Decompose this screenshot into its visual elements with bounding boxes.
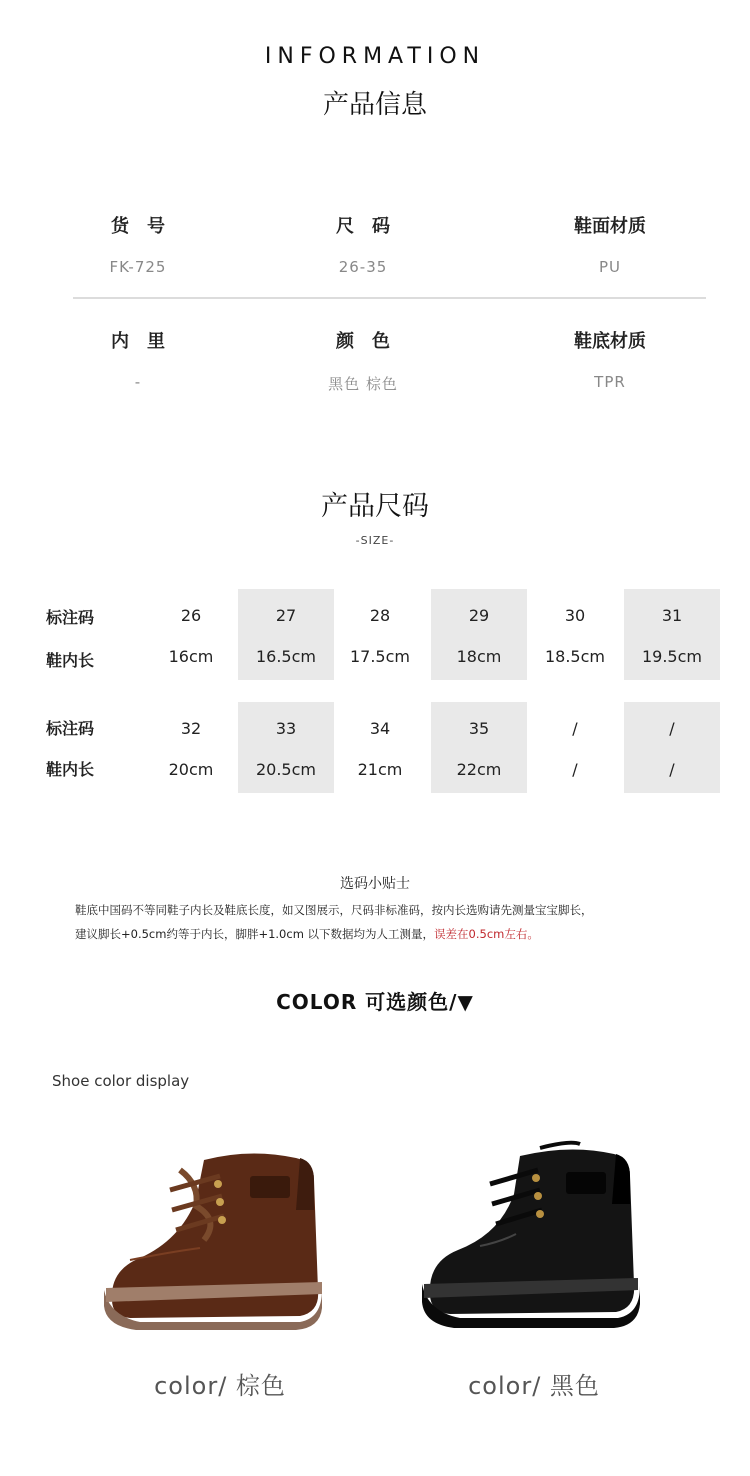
- row-label-length: 鞋内长: [46, 651, 95, 670]
- table-column-shade: [431, 702, 527, 793]
- length-cell: 20cm: [168, 760, 214, 779]
- length-cell: 18cm: [456, 647, 502, 666]
- length-cell: /: [572, 760, 578, 779]
- length-cell: 17.5cm: [349, 647, 410, 666]
- table-column-shade: [238, 702, 334, 793]
- info-item-upper-material: [510, 212, 710, 276]
- table-column-shade: [624, 589, 720, 680]
- table-column-shade: [238, 589, 334, 680]
- color-caption-black: color/ 黑色: [468, 1372, 600, 1400]
- color-options-heading: COLOR 可选颜色/▼: [276, 990, 474, 1014]
- length-cell: 22cm: [456, 760, 502, 779]
- table-column-shade: [624, 702, 720, 793]
- info-label: 货 号: [111, 216, 165, 237]
- size-cell: 30: [564, 606, 586, 625]
- shoe-color-display-label: Shoe color display: [52, 1072, 190, 1090]
- size-tips-line: 鞋底中国码不等同鞋子内长及鞋底长度，如又图展示，尺码非标准码，按内长选购请先测量宝宝脚长，: [75, 903, 593, 917]
- size-cell: /: [669, 719, 675, 738]
- product-info-heading: 产品信息: [322, 90, 427, 120]
- length-cell: 19.5cm: [641, 647, 702, 666]
- size-subheading: -SIZE-: [355, 534, 395, 547]
- length-cell: 18.5cm: [544, 647, 605, 666]
- table-column-shade: [431, 589, 527, 680]
- info-label: 尺 码: [336, 216, 390, 237]
- size-heading: 产品尺码: [321, 491, 429, 522]
- info-value: TPR: [594, 373, 626, 391]
- info-label: 内 里: [111, 331, 165, 352]
- info-item-sole-material: [510, 327, 710, 391]
- size-cell: /: [572, 719, 578, 738]
- info-item-color: [263, 327, 463, 394]
- size-tips-line: [75, 926, 539, 942]
- info-label: 鞋面材质: [574, 216, 646, 237]
- row-label-size: 标注码: [46, 608, 95, 627]
- row-label-length: 鞋内长: [46, 760, 95, 779]
- info-label: 鞋底材质: [574, 331, 646, 352]
- info-value: -: [134, 373, 142, 391]
- info-value: 26-35: [338, 258, 388, 276]
- color-caption-brown: color/ 棕色: [154, 1372, 286, 1400]
- length-cell: 16.5cm: [255, 647, 316, 666]
- length-cell: 21cm: [357, 760, 403, 779]
- row-label-size: 标注码: [46, 719, 95, 738]
- size-cell: 28: [369, 606, 391, 625]
- info-value: 黑色 棕色: [328, 375, 398, 393]
- size-tips-heading: 选码小贴士: [340, 876, 410, 892]
- info-item-lining: [38, 327, 238, 391]
- size-cell: 26: [180, 606, 202, 625]
- info-value: FK-725: [109, 258, 167, 276]
- size-tips-warning: 误差在0.5cm左右。: [434, 927, 539, 941]
- size-cell: 35: [468, 719, 490, 738]
- size-cell: 34: [369, 719, 391, 738]
- info-value: PU: [598, 258, 622, 276]
- info-divider: [73, 297, 706, 299]
- length-cell: 20.5cm: [255, 760, 316, 779]
- information-heading: INFORMATION: [264, 44, 486, 69]
- info-item-size: [263, 212, 463, 276]
- info-label: 颜 色: [336, 331, 390, 352]
- length-cell: 16cm: [168, 647, 214, 666]
- size-cell: 32: [180, 719, 202, 738]
- black-boot-image: [420, 1134, 640, 1330]
- length-cell: /: [669, 760, 675, 779]
- info-item-sku: [38, 212, 238, 276]
- size-tips-text: 建议脚长+0.5cm约等于内长，脚胖+1.0cm 以下数据均为人工测量，: [75, 927, 435, 941]
- brown-boot-image: [100, 1140, 330, 1330]
- size-cell: 33: [275, 719, 297, 738]
- size-cell: 27: [275, 606, 297, 625]
- size-cell: 31: [661, 606, 683, 625]
- size-cell: 29: [468, 606, 490, 625]
